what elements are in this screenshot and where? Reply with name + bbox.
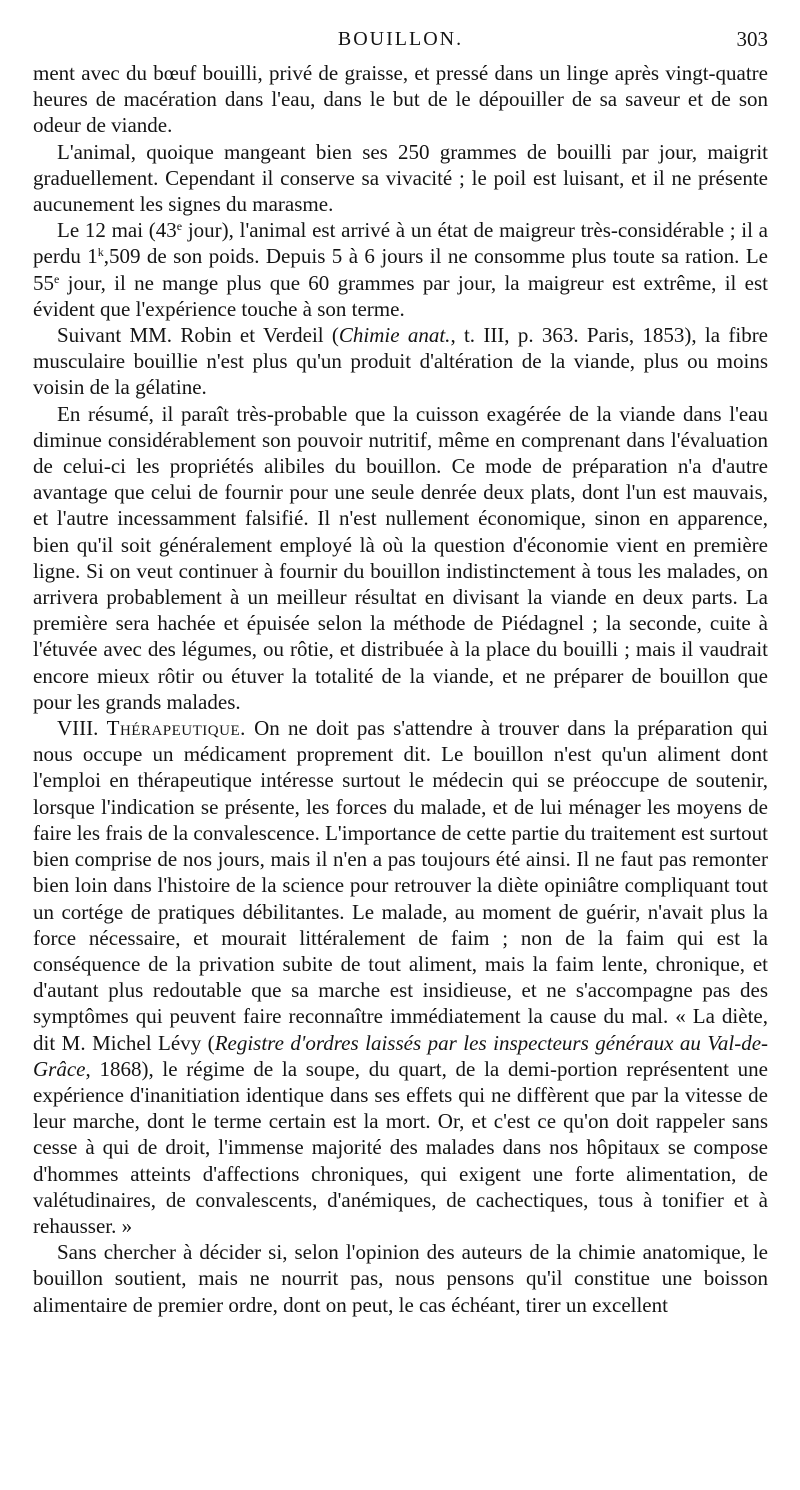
paragraph-text: , 1868), le régime de la soupe, du quart, de la demi-portion représentent une expérience d'inanitiation identique dans ses effets qui ne diffèrent que par la vitesse de leur marche, dont le terme certain est la mort. Or, et c'est ce qu'on doit rappeler sans cesse à qui de droit, l'immense majorité des malades dans nos hôpitaux se compose d'hommes atteints d'affections chroniques, qui exigent une forte alimentation, de valétudinaires, de convalescents, d'anémiques, de cachectiques, tous à tonifier et à rehausser. » [33,1056,768,1238]
paragraph-continuation: ment avec du bœuf bouilli, privé de graisse, et pressé dans un linge après vingt-quatre heures de macération dans l'eau, dans le but de le dépouiller de sa saveur et de son odeur de viande. [33,61,768,138]
paragraph-robin-verdeil [33,322,768,401]
superscript: e [54,271,60,286]
superscript: k [97,245,104,260]
paragraph-summary: En résumé, il paraît très-probable que la cuisson exagérée de la viande dans l'eau diminue considérablement son pouvoir nutritif, même en comprenant dans l'évaluation de celui-ci les propriétés alibiles du bouillon. Ce mode de préparation n'a d'autre avantage que celui de fournir pour une seule denrée deux plats, dont l'un est mauvais, et l'autre incessamment falsifié. Il n'est nullement économique, sinon en apparence, bien qu'il soit généralement employé là où la question d'économie vient en première ligne. Si on veut continuer à fournir du bouillon indistinctement à tous les malades, on arrivera probablement à un meilleur résultat en divisant la viande en deux parts. La première sera hachée et épuisée selon la méthode de Piédagnel ; la seconde, cuite à l'étuvée avec des légumes, ou rôtie, et distribuée à la place du bouilli ; mais il vaudrait encore mieux rôtir ou étuver la totalité de la viande, et ne préparer de bouillon que pour les grands malades. [33,401,768,714]
paragraph-text: Le 12 mai (43 [57,218,177,243]
paragraph-text: jour), l'animal est arrivé à un état de maigreur très-considérable ; il a perdu 1 [33,218,768,269]
page-number: 303 [736,27,768,51]
section-number: VIII. [57,716,99,741]
paragraph-conclusion: Sans chercher à décider si, selon l'opinion des auteurs de la chimie anatomique, le bouillon soutient, mais ne nourrit pas, nous pensons qu'il constitue une boisson alimentaire de premier ordre, dont on peut, le cas échéant, tirer un excellent [33,1240,768,1317]
citation-title: Registre d'ordres laissés par les inspecteurs généraux au Val-de-Grâce [33,1030,769,1081]
citation-title: Chimie anat. [338,323,451,348]
paragraph-may-12 [33,217,768,322]
paragraph-text: On ne doit pas s'attendre à trouver dans la préparation qui nous occupe un médicament proprement dit. Le bouillon n'est qu'un aliment dont l'emploi en thérapeutique intéresse surtout le médecin qui se préoccupe de soutenir, lorsque l'indication se présente, les forces du malade, et de lui ménager les moyens de faire les frais de la convalescence. L'importance de cette partie du traitement est surtout bien comprise de nos jours, mais il n'en a pas toujours été ainsi. Il ne faut pas remonter bien loin dans l'histoire de la science pour retrouver la diète opiniâtre compliquant tout un cortége de pratiques débilitantes. Le malade, au moment de guérir, n'avait plus la force nécessaire, et mourait littéralement de faim ; non de la faim qui est la conséquence de la privation subite de tout aliment, mais la faim lente, chronique, et d'autant plus redoutable que sa marche est insidieuse, et ne s'accompagne pas des symptômes qui peuvent faire reconnaître immédiatement la cause du mal. « La diète, dit M. Michel Lévy ( [33,716,769,1055]
page-body [33,60,768,1318]
superscript: e [176,219,183,234]
running-title: BOUILLON. [337,28,464,50]
paragraph-animal-weight-loss: L'animal, quoique mangeant bien ses 250 grammes de bouilli par jour, maigrit graduellement. Cependant il conserve sa vivacité ; le poil est luisant, et il ne présente aucunement les signes du marasme. [33,139,768,217]
page-header [33,26,768,56]
paragraph-text: jour, il ne mange plus que 60 grammes par jour, la maigreur est extrême, il est évident que l'expérience touche à son terme. [33,270,768,321]
section-heading: Thérapeutique. [106,716,246,741]
paragraph-text: ,509 de son poids. Depuis 5 à 6 jours il ne consomme plus toute sa ration. Le 55 [33,244,768,295]
paragraph-therapeutique [33,715,768,1239]
paragraph-text: Suivant MM. Robin et Verdeil ( [57,323,339,348]
paragraph-text: , t. III, p. 363. Paris, 1853), la fibre musculaire bouillie n'est plus qu'un produit d'altération de la viande, plus ou moins voisin de la gélatine. [33,323,769,400]
